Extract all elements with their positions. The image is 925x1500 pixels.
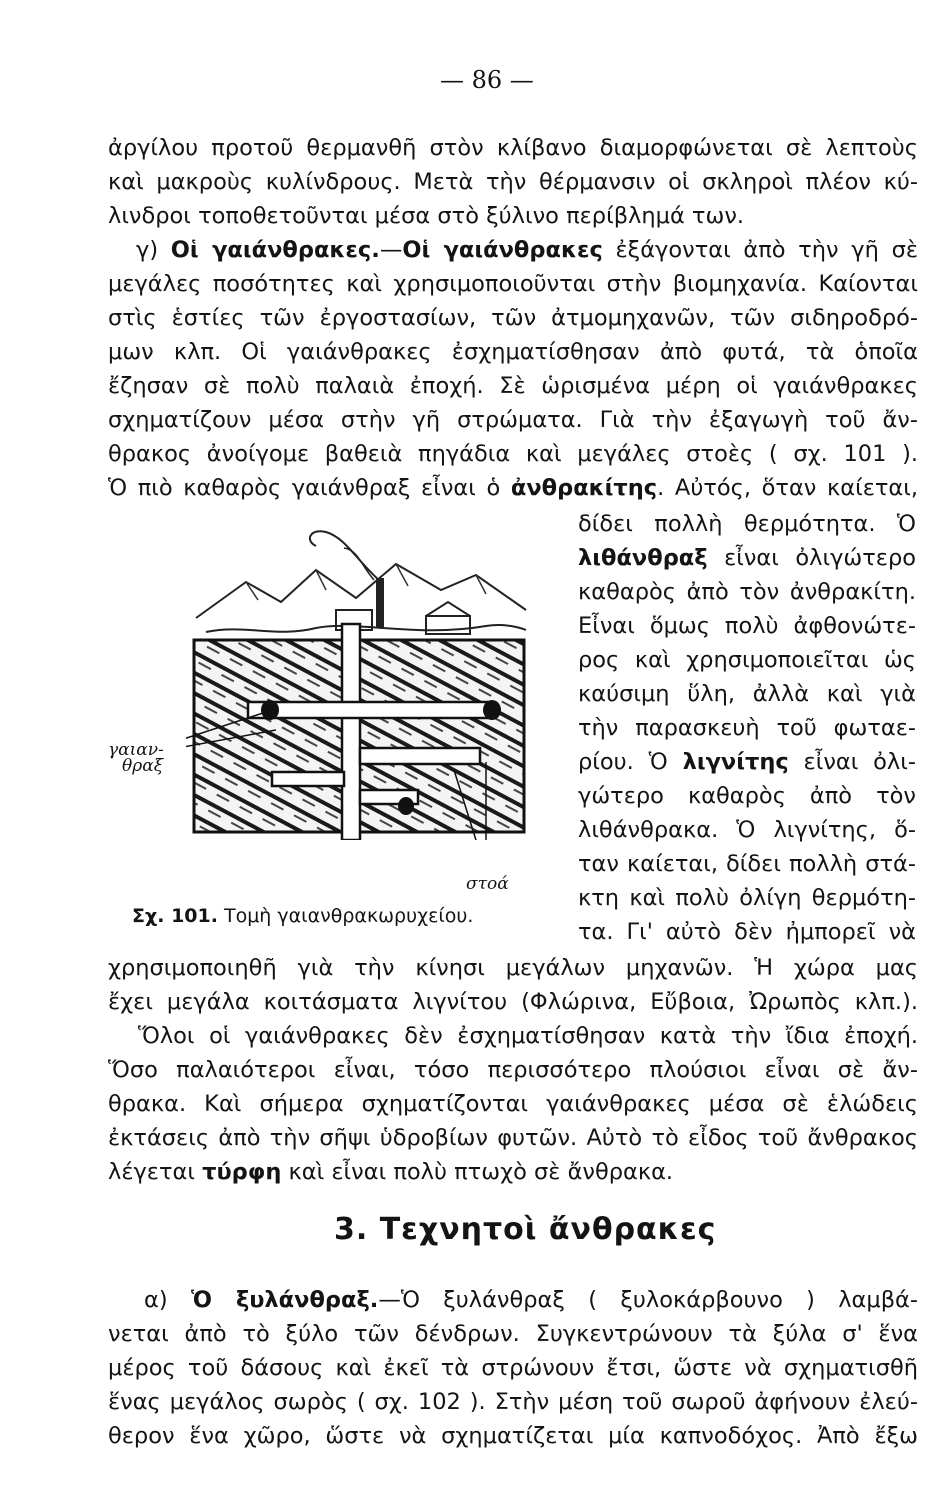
wrap-line <box>578 541 916 575</box>
figure-caption <box>132 905 473 927</box>
text-line: μων κλπ. Οἱ γαιάνθρακες ἐσχηματίσθησαν ἀπὸ φυτά, τὰ ὁποῖα <box>108 339 918 365</box>
wrap-line: λιθάνθρακα. Ὁ λιγνίτης, ὅ- <box>578 817 916 843</box>
label-text: θραξ <box>122 756 164 776</box>
section-a-first-line <box>108 1283 918 1317</box>
text-span: εἶναι ὀλιγώτερο <box>707 545 916 571</box>
wrap-line: τὴν παρασκευὴ τοῦ φωταε- <box>578 715 916 741</box>
text-line: νεται ἀπὸ τὸ ξύλο τῶν δένδρων. Συγκεντρώνουν τὰ ξύλα σ' ἕνα <box>108 1321 918 1347</box>
wrap-line: δίδει πολλὴ θερμότητα. Ὁ <box>578 511 916 537</box>
text-span: εἶναι ὀλι- <box>788 749 916 775</box>
text-span: ἐξάγονται ἀπὸ τὴν γῆ σὲ <box>602 237 918 263</box>
dash: — <box>379 237 403 263</box>
section-heading: 3. Τεχνητοὶ ἄνθρακες <box>334 1212 717 1247</box>
text-line: ἀργίλου προτοῦ θερμανθῆ στὸν κλίβανο διαμορφώνεται σὲ λεπτοὺς <box>108 135 918 161</box>
bold-term: ἀνθρακίτης <box>510 475 658 501</box>
section-title: Οἱ γαιάνθρακες. <box>170 237 380 263</box>
text-line: καὶ μακροὺς κυλίνδρους. Μετὰ τὴν θέρμανσιν οἱ σκληροὶ πλέον κύ- <box>108 169 918 195</box>
mine-shaft <box>342 624 360 840</box>
text-span: Ὁ πιὸ καθαρὸς γαιάνθραξ εἶναι ὁ <box>108 475 511 501</box>
text-line: θρακα. Καὶ σήμερα σχηματίζονται γαιάνθρακες μέσα σὲ ἑλώδεις <box>108 1091 918 1117</box>
wrap-line: κτη καὶ πολὺ ὀλίγη θερμότη- <box>578 885 916 911</box>
wrap-line: γώτερο καθαρὸς ἀπὸ τὸν <box>578 783 916 809</box>
dash: — <box>378 1287 401 1313</box>
text-line: θερον ἕνα χῶρο, ὥστε νὰ σχηματίζεται μία καπνοδόχος. Ἀπὸ ἔξω <box>108 1423 918 1449</box>
gallery <box>360 748 480 764</box>
text-line: ἕνας μεγάλος σωρὸς ( σχ. 102 ). Στὴν μέση τοῦ σωροῦ ἀφήνουν ἐλεύ- <box>108 1389 918 1415</box>
text-span: καὶ εἶναι πολὺ πτωχὸ σὲ ἄνθρακα. <box>281 1159 674 1185</box>
section-title: Ὁ ξυλάνθραξ. <box>190 1287 379 1313</box>
text-line: χρησιμοποιηθῆ γιὰ τὴν κίνησι μεγάλων μηχανῶν. Ἡ χώρα μας <box>108 955 918 981</box>
text-line: Ὅσο παλαιότεροι εἶναι, τόσο περισσότερο πλούσιοι εἶναι σὲ ἄν- <box>108 1057 918 1083</box>
wrap-line <box>578 745 916 779</box>
text-line <box>108 471 918 505</box>
text-line: ἐκτάσεις ἀπὸ τὴν σῆψι ὑδροβίων φυτῶν. Αὐτὸ τὸ εἶδος τοῦ ἄνθρακος <box>108 1125 918 1151</box>
figure-label-coal <box>108 742 164 774</box>
bold-term: Οἱ γαιάνθρακες <box>402 237 603 263</box>
wrap-line: τα. Γι' αὐτὸ δὲν ἠμπορεῖ νὰ <box>578 919 916 945</box>
figure-label-gallery: στοά <box>466 874 509 894</box>
chimney <box>376 578 384 628</box>
text-line: ἔζησαν σὲ πολὺ παλαιὰ ἐποχή. Σὲ ὡρισμένα μέρη οἱ γαιάνθρακες <box>108 373 918 399</box>
text-span: ρίου. Ὁ <box>578 749 683 775</box>
caption-text: Τομὴ γαιανθρακωρυχείου. <box>217 905 474 927</box>
section-marker: α) <box>144 1287 168 1313</box>
caption-number: Σχ. 101. <box>132 905 218 927</box>
gallery <box>272 772 344 786</box>
page-number: — 86 — <box>440 66 534 94</box>
text-line: μέρος τοῦ δάσους καὶ ἐκεῖ τὰ στρώνουν ἔτσι, ὥστε νὰ σχηματισθῆ <box>108 1355 918 1381</box>
gallery <box>248 702 492 718</box>
wrap-line: καύσιμη ὕλη, ἀλλὰ καὶ γιὰ <box>578 681 916 707</box>
wrap-line: Εἶναι ὅμως πολὺ ἀφθονώτε- <box>578 613 916 639</box>
section-marker: γ) <box>136 237 159 263</box>
wrap-line: ταν καίεται, δίδει πολλὴ στά- <box>578 851 916 877</box>
text-span: Ὁ ξυλάνθραξ ( ξυλοκάρβουνο ) λαμβά- <box>400 1287 919 1313</box>
wrap-line: καθαρὸς ἀπὸ τὸν ἀνθρακίτη. <box>578 579 916 605</box>
text-line: στὶς ἑστίες τῶν ἐργοστασίων, τῶν ἀτμομηχανῶν, τῶν σιδηροδρό- <box>108 305 918 331</box>
bold-term: λιγνίτης <box>682 749 789 775</box>
text-line: Ὅλοι οἱ γαιάνθρακες δὲν ἐσχηματίσθησαν κατὰ τὴν ἴδια ἐποχή. <box>138 1023 918 1049</box>
label-text: γαιαν- <box>108 740 164 760</box>
text-line <box>108 1155 918 1189</box>
wrap-line: ρος καὶ χρησιμοποιεῖται ὡς <box>578 647 916 673</box>
bold-term: λιθάνθραξ <box>578 545 708 571</box>
text-span: λέγεται <box>108 1159 203 1185</box>
text-span: . Αὐτός, ὅταν καίεται, <box>657 475 918 501</box>
text-line: ἔχει μεγάλα κοιτάσματα λιγνίτου (Φλώρινα, Εὔβοια, Ὠρωπὸς κλπ.). <box>108 989 918 1015</box>
text-line: λινδροι τοποθετοῦνται μέσα στὸ ξύλινο περίβλημά των. <box>108 203 745 229</box>
section-g-first-line <box>108 233 918 267</box>
text-line: θρακος ἀνοίγομε βαθειὰ πηγάδια καὶ μεγάλες στοὲς ( σχ. 101 ). <box>108 441 918 467</box>
text-line: σχηματίζουν μέσα στὴν γῆ στρώματα. Γιὰ τὴν ἐξαγωγὴ τοῦ ἄν- <box>108 407 918 433</box>
mine-cross-section-figure <box>186 520 531 840</box>
bold-term: τύρφη <box>202 1159 282 1185</box>
text-line: μεγάλες ποσότητες καὶ χρησιμοποιοῦνται στὴν βιομηχανία. Καίονται <box>108 271 918 297</box>
